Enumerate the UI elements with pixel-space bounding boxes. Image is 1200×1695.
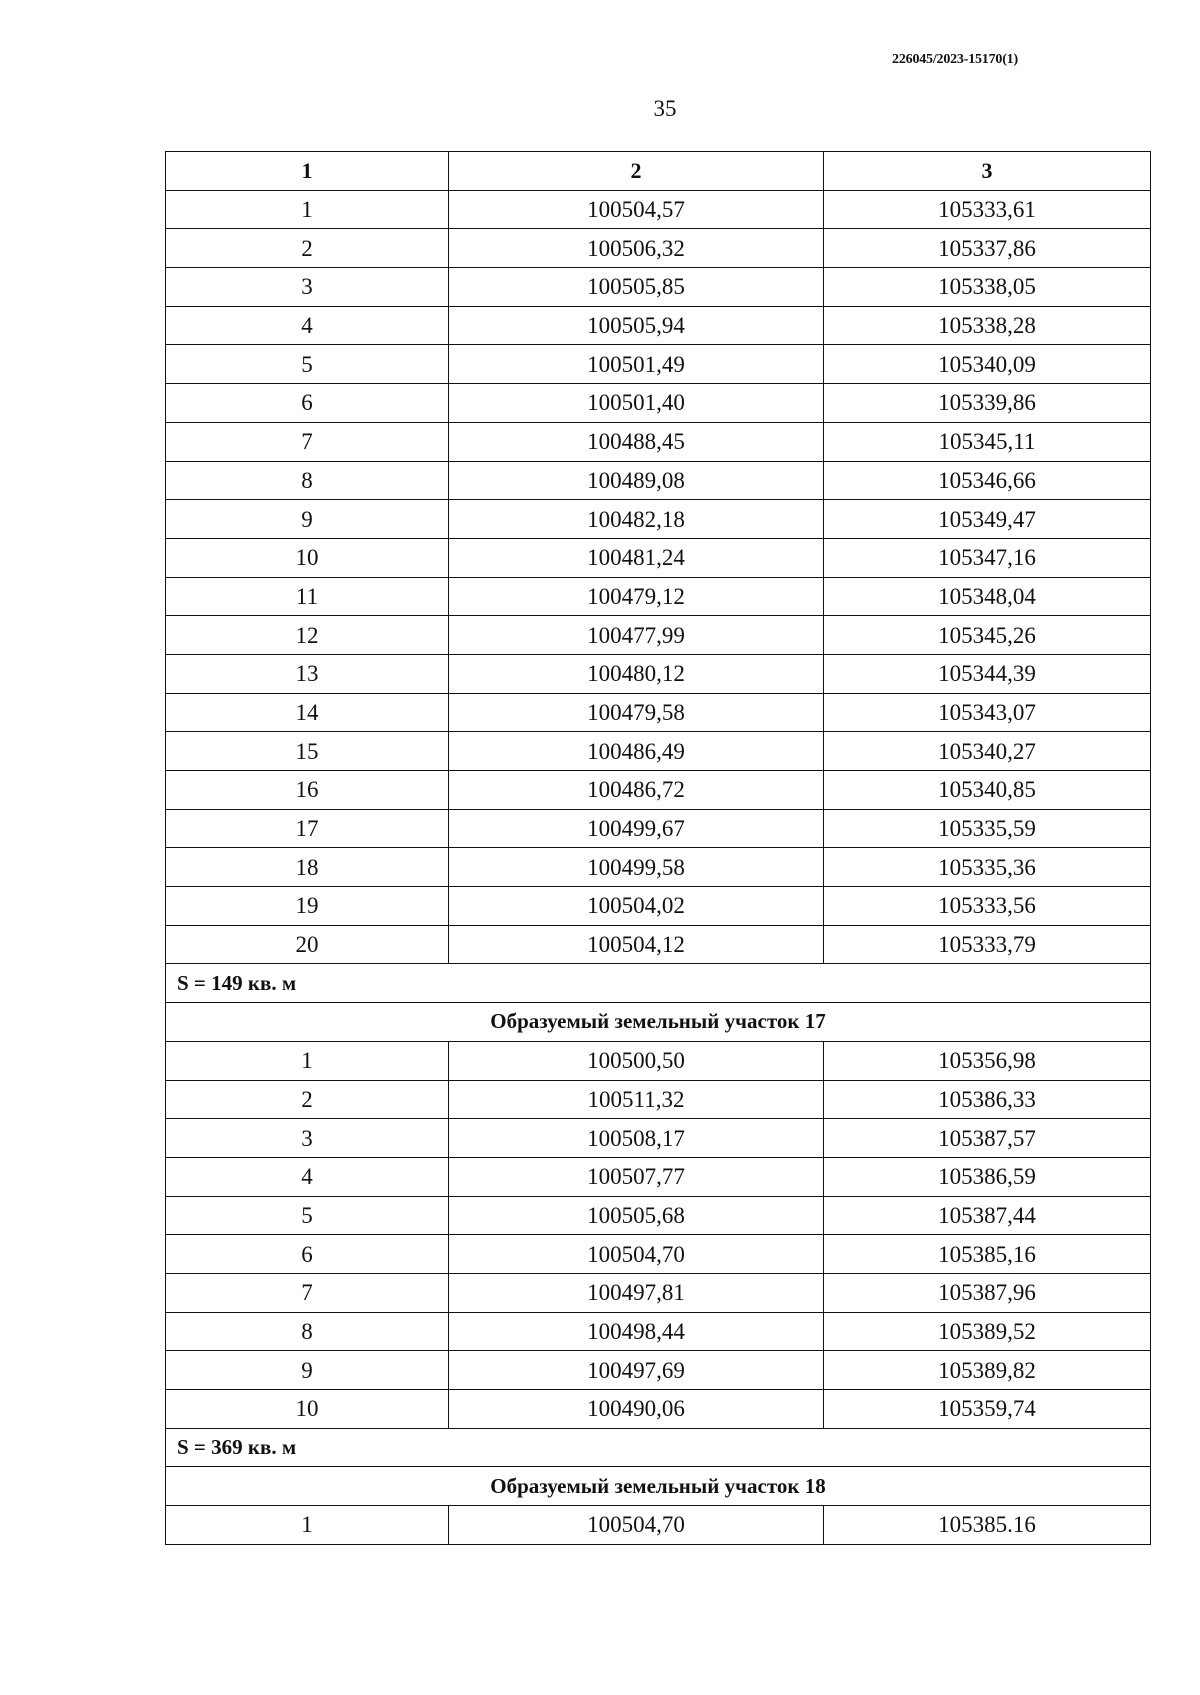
table-row [166, 1506, 1151, 1545]
table-row [166, 1312, 1151, 1351]
table-row [166, 345, 1151, 384]
y-coordinate-cell: 105340,09 [824, 345, 1151, 384]
x-coordinate-cell: 100486,72 [449, 771, 824, 810]
y-coordinate-cell: 105346,66 [824, 461, 1151, 500]
point-number-cell: 18 [166, 848, 449, 887]
x-coordinate-cell: 100505,68 [449, 1196, 824, 1235]
table-row [166, 461, 1151, 500]
x-coordinate-cell: 100508,17 [449, 1119, 824, 1158]
table-row [166, 500, 1151, 539]
y-coordinate-cell: 105345,26 [824, 616, 1151, 655]
x-coordinate-cell: 100505,94 [449, 306, 824, 345]
table-row [166, 268, 1151, 307]
y-coordinate-cell: 105356,98 [824, 1041, 1151, 1080]
x-coordinate-cell: 100499,67 [449, 809, 824, 848]
x-coordinate-cell: 100479,58 [449, 693, 824, 732]
x-coordinate-cell: 100499,58 [449, 848, 824, 887]
y-coordinate-cell: 105349,47 [824, 500, 1151, 539]
x-coordinate-cell: 100497,81 [449, 1273, 824, 1312]
column-header-y: 3 [824, 152, 1151, 191]
x-coordinate-cell: 100507,77 [449, 1157, 824, 1196]
point-number-cell: 7 [166, 1273, 449, 1312]
x-coordinate-cell: 100504,12 [449, 925, 824, 964]
parcel-title-row [166, 1003, 1151, 1042]
y-coordinate-cell: 105387,96 [824, 1273, 1151, 1312]
table-row [166, 771, 1151, 810]
y-coordinate-cell: 105385.16 [824, 1506, 1151, 1545]
y-coordinate-cell: 105387,57 [824, 1119, 1151, 1158]
point-number-cell: 10 [166, 1390, 449, 1429]
x-coordinate-cell: 100511,32 [449, 1080, 824, 1119]
point-number-cell: 11 [166, 577, 449, 616]
parcel-title-row [166, 1467, 1151, 1506]
area-value: S = 149 кв. м [166, 964, 1151, 1003]
y-coordinate-cell: 105340,27 [824, 732, 1151, 771]
point-number-cell: 1 [166, 190, 449, 229]
x-coordinate-cell: 100482,18 [449, 500, 824, 539]
x-coordinate-cell: 100489,08 [449, 461, 824, 500]
table-row [166, 1041, 1151, 1080]
point-number-cell: 8 [166, 461, 449, 500]
table-row [166, 925, 1151, 964]
coordinates-table-body [166, 190, 1151, 1544]
point-number-cell: 13 [166, 654, 449, 693]
point-number-cell: 20 [166, 925, 449, 964]
y-coordinate-cell: 105343,07 [824, 693, 1151, 732]
table-row [166, 809, 1151, 848]
point-number-cell: 5 [166, 345, 449, 384]
y-coordinate-cell: 105333,79 [824, 925, 1151, 964]
table-row [166, 654, 1151, 693]
table-row [166, 1119, 1151, 1158]
y-coordinate-cell: 105333,56 [824, 887, 1151, 926]
table-row [166, 1157, 1151, 1196]
table-row [166, 1351, 1151, 1390]
page-number: 35 [653, 96, 677, 121]
x-coordinate-cell: 100490,06 [449, 1390, 824, 1429]
point-number-cell: 16 [166, 771, 449, 810]
y-coordinate-cell: 105335,36 [824, 848, 1151, 887]
y-coordinate-cell: 105386,33 [824, 1080, 1151, 1119]
point-number-cell: 19 [166, 887, 449, 926]
x-coordinate-cell: 100481,24 [449, 538, 824, 577]
table-row [166, 693, 1151, 732]
point-number-cell: 2 [166, 229, 449, 268]
table-row [166, 229, 1151, 268]
document-reference-number: 226045/2023-15170(1) [892, 52, 1018, 67]
point-number-cell: 3 [166, 268, 449, 307]
table-row [166, 848, 1151, 887]
y-coordinate-cell: 105333,61 [824, 190, 1151, 229]
x-coordinate-cell: 100501,49 [449, 345, 824, 384]
y-coordinate-cell: 105387,44 [824, 1196, 1151, 1235]
parcel-title: Образуемый земельный участок 18 [166, 1467, 1151, 1506]
table-row [166, 577, 1151, 616]
point-number-cell: 3 [166, 1119, 449, 1158]
y-coordinate-cell: 105344,39 [824, 654, 1151, 693]
table-row [166, 1080, 1151, 1119]
point-number-cell: 12 [166, 616, 449, 655]
x-coordinate-cell: 100504,70 [449, 1235, 824, 1274]
x-coordinate-cell: 100479,12 [449, 577, 824, 616]
point-number-cell: 15 [166, 732, 449, 771]
y-coordinate-cell: 105345,11 [824, 422, 1151, 461]
x-coordinate-cell: 100486,49 [449, 732, 824, 771]
point-number-cell: 1 [166, 1041, 449, 1080]
point-number-cell: 4 [166, 306, 449, 345]
point-number-cell: 9 [166, 500, 449, 539]
table-row [166, 616, 1151, 655]
column-header-point-number: 1 [166, 152, 449, 191]
x-coordinate-cell: 100498,44 [449, 1312, 824, 1351]
x-coordinate-cell: 100501,40 [449, 384, 824, 423]
point-number-cell: 4 [166, 1157, 449, 1196]
y-coordinate-cell: 105339,86 [824, 384, 1151, 423]
point-number-cell: 6 [166, 384, 449, 423]
x-coordinate-cell: 100505,85 [449, 268, 824, 307]
table-row [166, 1235, 1151, 1274]
table-row [166, 538, 1151, 577]
x-coordinate-cell: 100488,45 [449, 422, 824, 461]
table-row [166, 306, 1151, 345]
y-coordinate-cell: 105335,59 [824, 809, 1151, 848]
x-coordinate-cell: 100497,69 [449, 1351, 824, 1390]
y-coordinate-cell: 105389,52 [824, 1312, 1151, 1351]
point-number-cell: 1 [166, 1506, 449, 1545]
point-number-cell: 14 [166, 693, 449, 732]
table-row [166, 1273, 1151, 1312]
y-coordinate-cell: 105347,16 [824, 538, 1151, 577]
table-row [166, 422, 1151, 461]
y-coordinate-cell: 105337,86 [824, 229, 1151, 268]
y-coordinate-cell: 105348,04 [824, 577, 1151, 616]
y-coordinate-cell: 105359,74 [824, 1390, 1151, 1429]
x-coordinate-cell: 100500,50 [449, 1041, 824, 1080]
x-coordinate-cell: 100506,32 [449, 229, 824, 268]
table-row [166, 887, 1151, 926]
point-number-cell: 10 [166, 538, 449, 577]
column-header-x: 2 [449, 152, 824, 191]
point-number-cell: 6 [166, 1235, 449, 1274]
area-row [166, 964, 1151, 1003]
x-coordinate-cell: 100504,57 [449, 190, 824, 229]
point-number-cell: 8 [166, 1312, 449, 1351]
point-number-cell: 7 [166, 422, 449, 461]
point-number-cell: 17 [166, 809, 449, 848]
coordinates-table [165, 151, 1151, 1545]
y-coordinate-cell: 105386,59 [824, 1157, 1151, 1196]
y-coordinate-cell: 105385,16 [824, 1235, 1151, 1274]
parcel-title: Образуемый земельный участок 17 [166, 1003, 1151, 1042]
area-value: S = 369 кв. м [166, 1428, 1151, 1467]
y-coordinate-cell: 105338,28 [824, 306, 1151, 345]
table-row [166, 1196, 1151, 1235]
y-coordinate-cell: 105338,05 [824, 268, 1151, 307]
header-row [166, 152, 1151, 191]
x-coordinate-cell: 100504,70 [449, 1506, 824, 1545]
table-row [166, 1390, 1151, 1429]
coordinates-table-header [166, 152, 1151, 191]
y-coordinate-cell: 105389,82 [824, 1351, 1151, 1390]
point-number-cell: 2 [166, 1080, 449, 1119]
table-row [166, 190, 1151, 229]
point-number-cell: 5 [166, 1196, 449, 1235]
table-row [166, 732, 1151, 771]
x-coordinate-cell: 100504,02 [449, 887, 824, 926]
x-coordinate-cell: 100480,12 [449, 654, 824, 693]
area-row [166, 1428, 1151, 1467]
y-coordinate-cell: 105340,85 [824, 771, 1151, 810]
point-number-cell: 9 [166, 1351, 449, 1390]
table-row [166, 384, 1151, 423]
x-coordinate-cell: 100477,99 [449, 616, 824, 655]
